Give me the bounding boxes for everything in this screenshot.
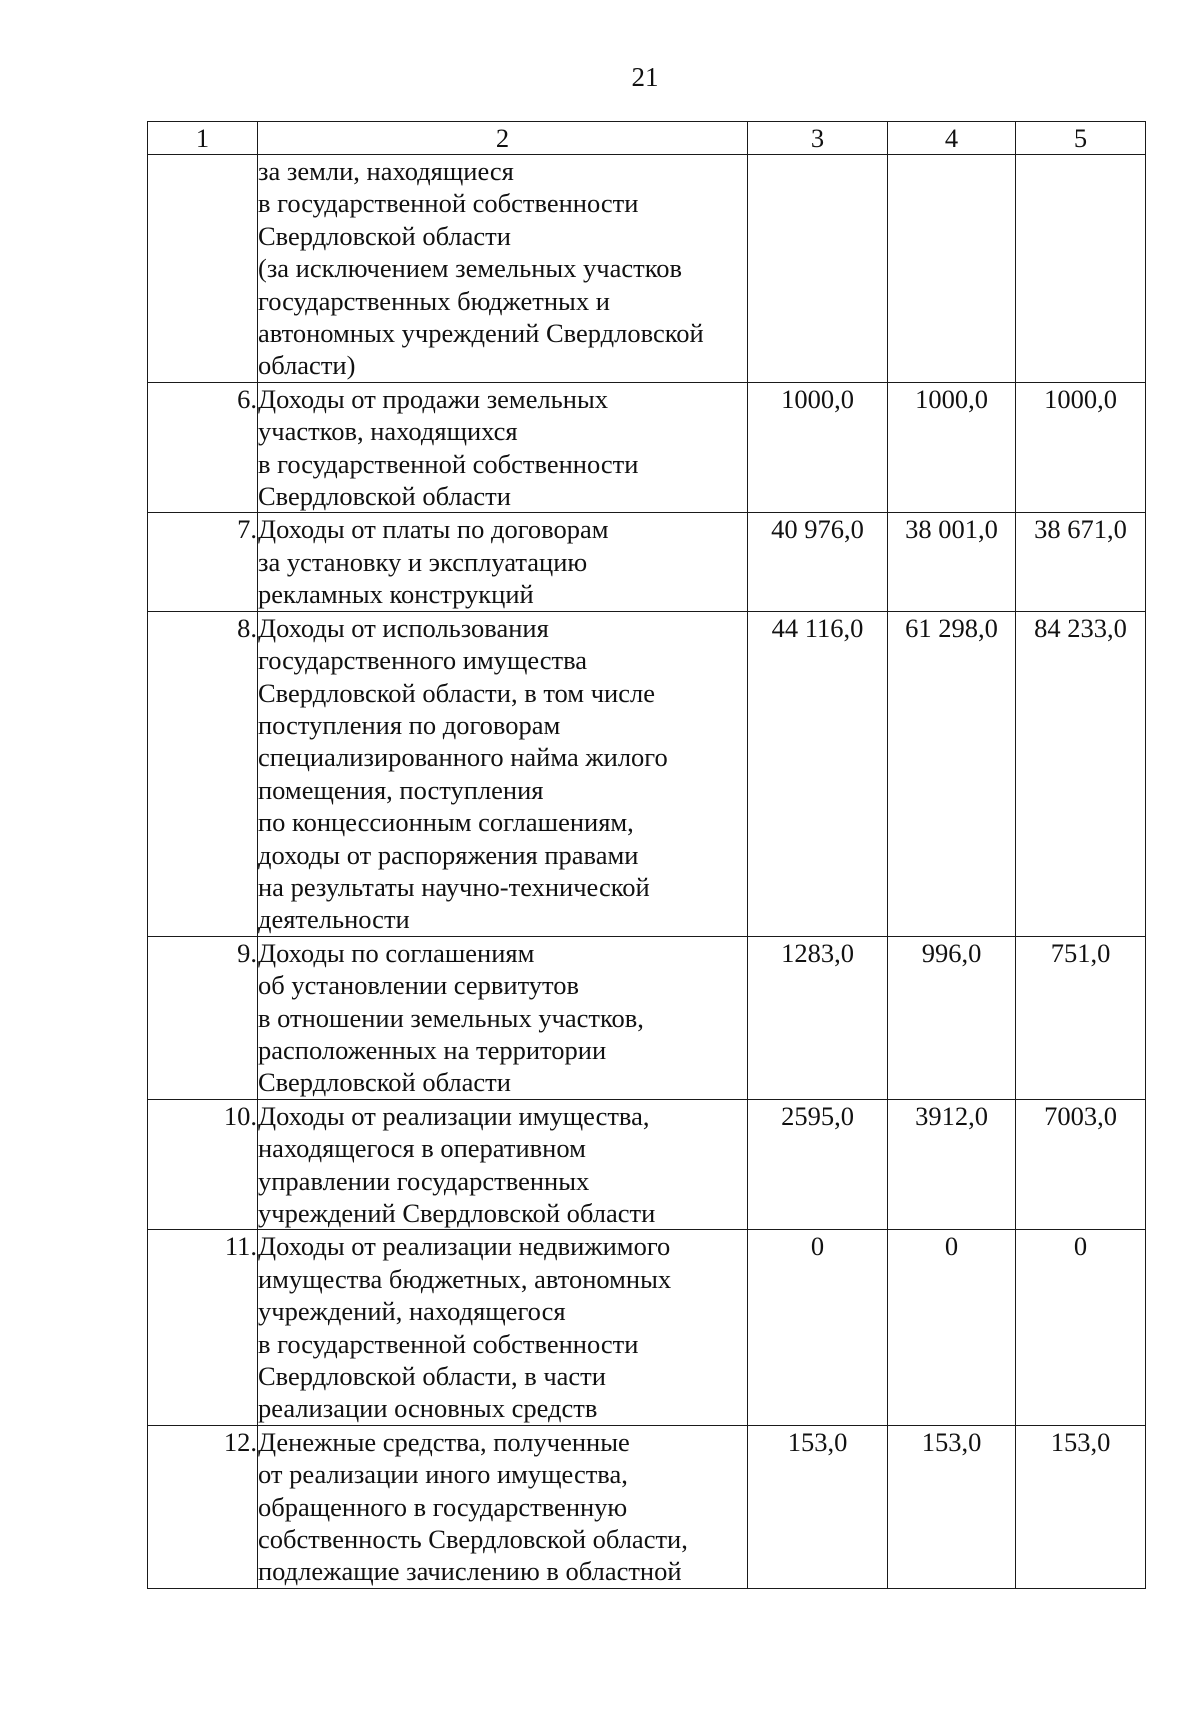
description-line: учреждений Свердловской области — [258, 1198, 656, 1228]
value-col-5: 0 — [1016, 1230, 1146, 1425]
description-line: за земли, находящиеся — [258, 156, 514, 186]
description-line: по концессионным соглашениям, — [258, 807, 634, 838]
description-line: участков, находящихся — [258, 416, 518, 447]
description-line: поступления по договорам — [258, 709, 561, 740]
description-line: подлежащие зачислению в областной — [258, 1556, 682, 1587]
table-body — [148, 155, 1146, 1589]
header-row — [148, 122, 1146, 155]
header-col-5: 5 — [1016, 122, 1146, 155]
value-col-4: 61 298,0 — [888, 611, 1016, 936]
row-number — [148, 155, 258, 383]
value-col-4: 153,0 — [888, 1425, 1016, 1588]
row-number: 12. — [148, 1425, 258, 1588]
description-line: области) — [258, 350, 356, 381]
table-row — [148, 382, 1146, 513]
value-col-5: 1000,0 — [1016, 382, 1146, 513]
row-number: 11. — [148, 1230, 258, 1425]
value-col-5: 7003,0 — [1016, 1099, 1146, 1230]
header-col-4: 4 — [888, 122, 1016, 155]
row-description — [258, 382, 748, 513]
table-row — [148, 1230, 1146, 1425]
description-line: Доходы от платы по договорам — [258, 514, 609, 545]
description-line: в государственной собственности — [258, 188, 639, 219]
value-col-3: 44 116,0 — [748, 611, 888, 936]
description-line: специализированного найма жилого — [258, 742, 668, 773]
table-row — [148, 936, 1146, 1099]
description-line: Свердловской области, в том числе — [258, 677, 655, 708]
row-description — [258, 513, 748, 611]
row-number: 6. — [148, 382, 258, 513]
table-header — [148, 122, 1146, 155]
header-col-3: 3 — [748, 122, 888, 155]
row-description — [258, 1425, 748, 1588]
row-description — [258, 155, 748, 383]
description-line: за установку и эксплуатацию — [258, 546, 588, 577]
description-line: Денежные средства, полученные — [258, 1426, 630, 1457]
description-line: находящегося в оперативном — [258, 1133, 586, 1164]
value-col-3: 0 — [748, 1230, 888, 1425]
value-col-4: 0 — [888, 1230, 1016, 1425]
value-col-3: 2595,0 — [748, 1099, 888, 1230]
table-row — [148, 513, 1146, 611]
row-number: 8. — [148, 611, 258, 936]
value-col-5: 153,0 — [1016, 1425, 1146, 1588]
header-col-1: 1 — [148, 122, 258, 155]
value-col-4: 3912,0 — [888, 1099, 1016, 1230]
row-description — [258, 1230, 748, 1425]
description-line: Доходы от использования — [258, 612, 549, 643]
value-col-4: 1000,0 — [888, 382, 1016, 513]
description-line: от реализации иного имущества, — [258, 1459, 628, 1490]
row-number: 7. — [148, 513, 258, 611]
description-line: государственного имущества — [258, 645, 588, 676]
row-description — [258, 611, 748, 936]
row-description — [258, 1099, 748, 1230]
table-row — [148, 1425, 1146, 1588]
description-line: учреждений, находящегося — [258, 1296, 566, 1327]
description-line: Свердловской области, в части — [258, 1361, 606, 1392]
description-line: на результаты научно-технической — [258, 871, 650, 902]
description-line: Свердловской области — [258, 1067, 511, 1098]
revenue-table — [147, 121, 1146, 1589]
description-line: (за исключением земельных участков — [258, 253, 683, 284]
value-col-3 — [748, 155, 888, 383]
description-line: Доходы от продажи земельных — [258, 383, 608, 414]
description-line: доходы от распоряжения правами — [258, 839, 639, 870]
description-line: государственных бюджетных и — [258, 285, 610, 316]
value-col-5: 84 233,0 — [1016, 611, 1146, 936]
header-col-2: 2 — [258, 122, 748, 155]
value-col-5: 38 671,0 — [1016, 513, 1146, 611]
description-line: имущества бюджетных, автономных — [258, 1263, 672, 1294]
page-number: 21 — [631, 62, 659, 92]
description-line: Свердловской области — [258, 220, 511, 251]
description-line: рекламных конструкций — [258, 579, 534, 610]
value-col-3: 1000,0 — [748, 382, 888, 513]
description-line: в отношении земельных участков, — [258, 1002, 644, 1033]
description-line: Свердловской области — [258, 481, 511, 512]
table-row — [148, 611, 1146, 936]
description-line: помещения, поступления — [258, 774, 544, 805]
value-col-4: 38 001,0 — [888, 513, 1016, 611]
description-line: обращенного в государственную — [258, 1491, 628, 1522]
value-col-5 — [1016, 155, 1146, 383]
description-line: деятельности — [258, 904, 410, 935]
row-number: 10. — [148, 1099, 258, 1230]
row-description — [258, 936, 748, 1099]
value-col-3: 40 976,0 — [748, 513, 888, 611]
value-col-4 — [888, 155, 1016, 383]
value-col-3: 153,0 — [748, 1425, 888, 1588]
description-line: в государственной собственности — [258, 1328, 639, 1359]
description-line: реализации основных средств — [258, 1393, 598, 1424]
description-line: автономных учреждений Свердловской — [258, 318, 704, 349]
description-line: в государственной собственности — [258, 448, 639, 479]
table-row — [148, 1099, 1146, 1230]
description-line: об установлении сервитутов — [258, 970, 580, 1001]
value-col-3: 1283,0 — [748, 936, 888, 1099]
table-row — [148, 155, 1146, 383]
description-line: Доходы от реализации недвижимого — [258, 1231, 671, 1262]
description-line: расположенных на территории — [258, 1034, 607, 1065]
description-line: Доходы по соглашениям — [258, 937, 535, 968]
value-col-4: 996,0 — [888, 936, 1016, 1099]
row-number: 9. — [148, 936, 258, 1099]
description-line: собственность Свердловской области, — [258, 1524, 688, 1555]
description-line: управлении государственных — [258, 1165, 590, 1196]
value-col-5: 751,0 — [1016, 936, 1146, 1099]
description-line: Доходы от реализации имущества, — [258, 1100, 650, 1131]
